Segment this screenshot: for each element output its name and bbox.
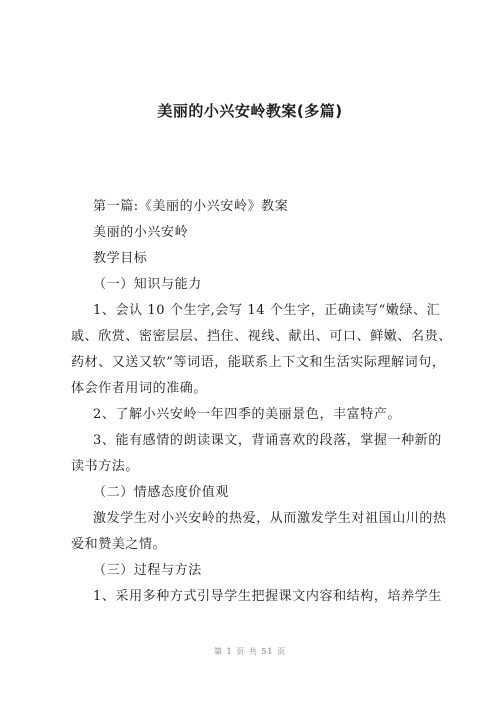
document-body <box>71 194 453 610</box>
paragraph-line: 读书方法。 <box>71 459 140 474</box>
lesson-title-line: 美丽的小兴安岭 <box>93 225 189 240</box>
paragraph-line: 1、会认 10 个生字,会写 14 个生字，正确读写“嫩绿、汇 <box>93 303 441 318</box>
paragraph-line: 2、了解小兴安岭一年四季的美丽景色，丰富特产。 <box>93 407 402 422</box>
paragraph-line: 激发学生对小兴安岭的热爱，从而激发学生对祖国山川的热 <box>93 511 447 526</box>
paragraph-line: 戚、欣赏、密密层层、挡住、视线、献出、可口、鲜嫩、名贵、 <box>71 329 452 344</box>
page-footer: 第 1 页 共 51 页 <box>214 647 286 656</box>
paragraph-line: 爱和赞美之情。 <box>71 537 167 552</box>
subsection-heading: （三）过程与方法 <box>93 563 202 578</box>
subsection-heading: （二）情感态度价值观 <box>93 485 230 500</box>
paragraph-line: 1、采用多种方式引导学生把握课文内容和结构，培养学生 <box>93 589 442 604</box>
paragraph-line: 体会作者用词的准确。 <box>71 381 208 396</box>
document-title: 美丽的小兴安岭教案(多篇) <box>157 102 343 120</box>
section-heading: 教学目标 <box>93 251 148 266</box>
heading-line: 第一篇:《美丽的小兴安岭》教案 <box>93 199 289 214</box>
subsection-heading: （一）知识与能力 <box>93 277 202 292</box>
paragraph-line: 药材、又送又软”等词语，能联系上下文和生活实际理解词句， <box>71 355 446 370</box>
paragraph-line: 3、能有感情的朗读课文，背诵喜欢的段落，掌握一种新的 <box>93 433 442 448</box>
